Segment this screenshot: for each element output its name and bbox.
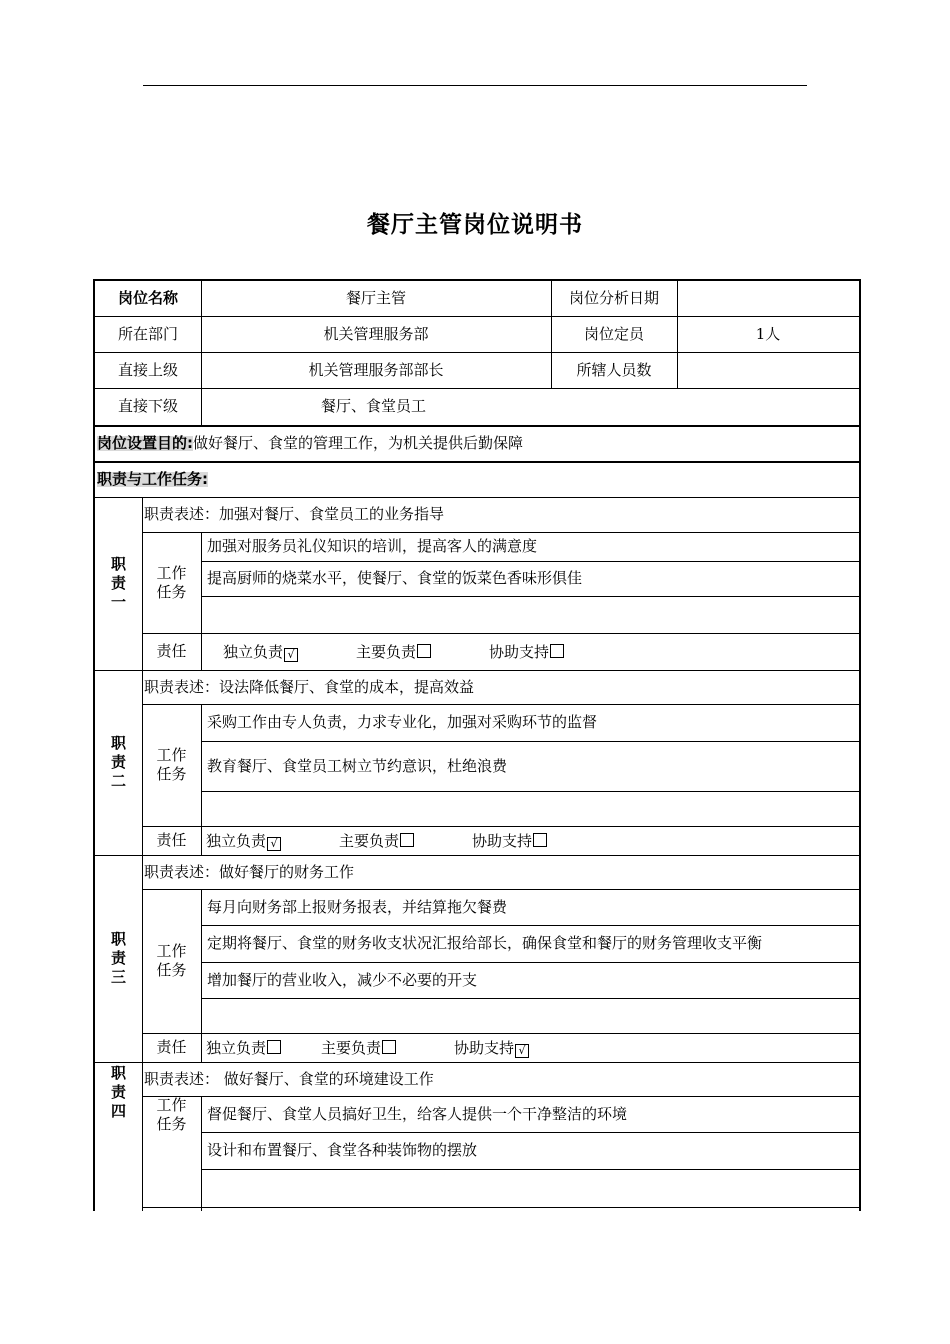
duty-1-statement: 职责表述：加强对餐厅、食堂员工的业务指导 [144,505,445,523]
duty-1-label: 职 责 一 [110,555,126,611]
superior-label: 直接上级 [117,360,178,379]
duty-3-opt-assist[interactable]: 协助支持 √ [454,1037,529,1058]
duty-3-task-4 [201,998,207,1033]
checkbox-icon[interactable]: √ [267,837,281,851]
purpose-text: 做好餐厅、食堂的管理工作，为机关提供后勤保障 [193,433,524,452]
duty-1-task-1: 加强对服务员礼仪知识的培训，提高客人的满意度 [207,537,538,555]
duty-1-task-3 [201,596,207,633]
analysis-date-label: 岗位分析日期 [568,289,659,307]
duty-3-responsibility-options [206,1033,529,1062]
duty-1-task-label: 工作 任务 [156,563,187,601]
analysis-date-value [677,281,859,316]
duty-1-opt-main[interactable]: 主要负责 [356,641,431,662]
page-title: 餐厅主管岗位说明书 [367,212,583,238]
duty-2-opt-main[interactable]: 主要负责 [339,830,414,851]
headcount-value: 1人 [755,324,781,343]
duty-4-task-2: 设计和布置餐厅、食堂各种装饰物的摆放 [207,1141,478,1159]
department-value: 机关管理服务部 [323,324,429,343]
duty-1-opt-assist[interactable]: 协助支持 [489,641,564,662]
duty-1-responsibility-label: 责任 [156,642,187,660]
duty-1-responsibility-options [223,633,564,670]
checkbox-icon[interactable]: √ [515,1044,529,1058]
subordinates-count-label: 所辖人员数 [576,360,652,379]
purpose-row [97,425,523,461]
duty-3-opt-independent[interactable]: 独立负责 [206,1037,281,1058]
duty-3-task-2: 定期将餐厅、食堂的财务收支状况汇报给部长，确保食堂和餐厅的财务管理收支平衡 [207,934,763,952]
header-rule [143,85,807,86]
duties-heading: 职责与工作任务: [97,469,208,488]
duty-2-opt-assist[interactable]: 协助支持 [472,830,547,851]
superior-value: 机关管理服务部部长 [308,360,444,379]
duty-1-task-2: 提高厨师的烧菜水平，使餐厅、食堂的饭菜色香味形俱佳 [207,569,583,587]
duty-3-statement: 职责表述：做好餐厅的财务工作 [144,862,355,881]
duty-2-task-3 [201,791,207,826]
checkbox-icon[interactable] [417,644,431,658]
purpose-label: 岗位设置目的: [97,433,193,452]
job-description-table [93,279,861,1211]
subordinate-label: 直接下级 [117,397,178,415]
checkbox-icon[interactable] [382,1040,396,1054]
checkbox-icon[interactable] [267,1040,281,1054]
duty-3-task-1: 每月向财务部上报财务报表，并结算拖欠餐费 [207,897,508,916]
position-name-value: 餐厅主管 [345,289,406,307]
checkbox-icon[interactable] [400,833,414,847]
duty-2-responsibility-label: 责任 [156,831,187,849]
duty-2-statement: 职责表述：设法降低餐厅、食堂的成本，提高效益 [144,677,475,696]
position-name-label: 岗位名称 [117,289,178,307]
duty-3-responsibility-label: 责任 [156,1038,187,1056]
subordinate-value: 餐厅、食堂员工 [321,397,427,415]
duty-2-label: 职 责 二 [110,734,126,790]
duty-4-statement: 职责表述： 做好餐厅、食堂的环境建设工作 [144,1069,434,1088]
duty-3-label: 职 责 三 [110,930,126,986]
duty-3-task-label: 工作 任务 [156,942,187,979]
duty-2-task-2: 教育餐厅、食堂员工树立节约意识，杜绝浪费 [207,756,508,775]
checkbox-icon[interactable] [550,644,564,658]
duty-4-label: 职 责 四 [110,1063,126,1120]
duty-4-task-3 [201,1169,207,1207]
headcount-label: 岗位定员 [583,324,644,343]
subordinates-count-value [677,352,859,388]
duties-heading-row [97,461,208,497]
duty-2-opt-independent[interactable]: 独立负责 √ [206,830,281,851]
duty-3-opt-main[interactable]: 主要负责 [321,1037,396,1058]
duty-4-task-1: 督促餐厅、食堂人员搞好卫生，给客人提供一个干净整洁的环境 [207,1104,628,1123]
duty-2-responsibility-options [206,826,547,855]
checkbox-icon[interactable] [533,833,547,847]
duty-1-opt-independent[interactable]: 独立负责 √ [223,641,298,662]
department-label: 所在部门 [117,324,178,343]
checkbox-icon[interactable]: √ [284,648,298,662]
duty-4-task-label: 工作 任务 [156,1096,187,1133]
duty-3-task-3: 增加餐厅的营业收入，减少不必要的开支 [207,970,478,989]
duty-2-task-label: 工作 任务 [156,746,187,783]
duty-2-task-1: 采购工作由专人负责，力求专业化，加强对采购环节的监督 [207,713,598,731]
